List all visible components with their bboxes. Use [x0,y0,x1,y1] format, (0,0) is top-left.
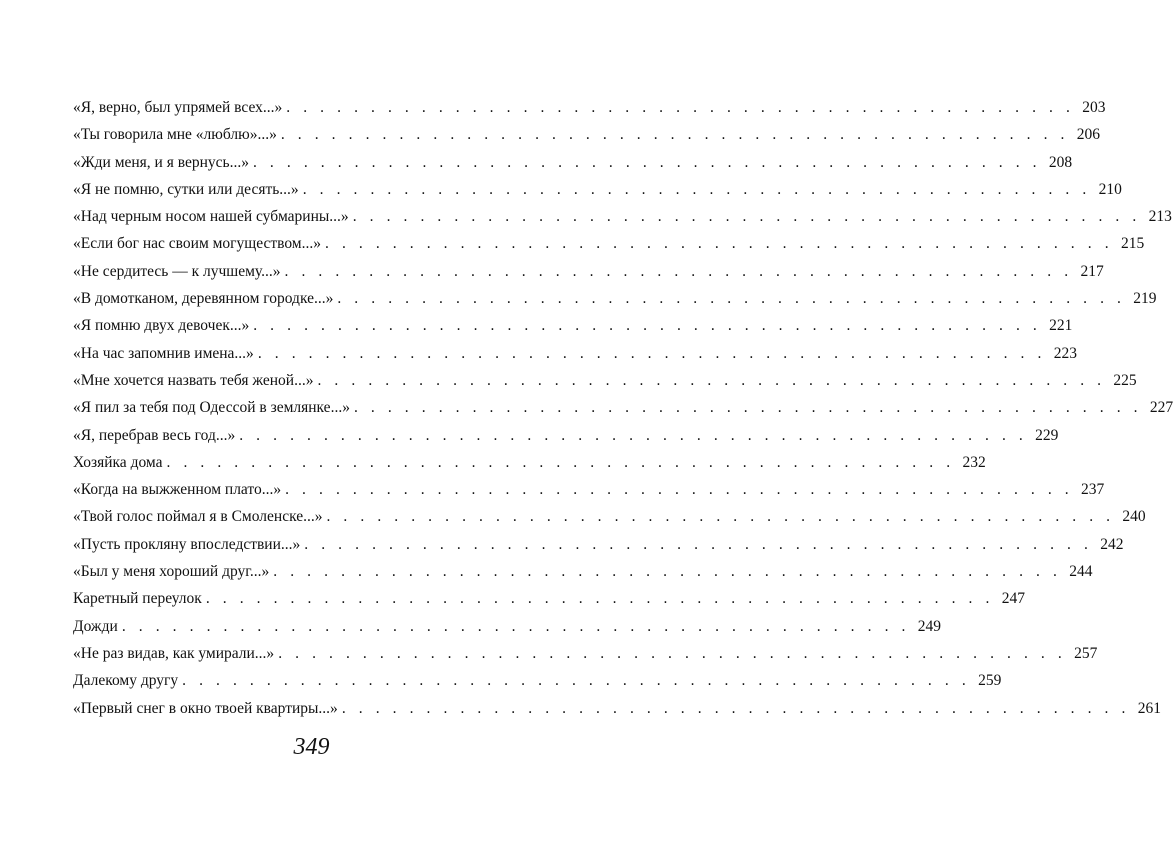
dot-leader: . . . . . . . . . . . . . . . . . . . . . . . . . . . . . . . . . . . . . . . . . . . . . . . [317,371,1106,389]
toc-entry-title: «Не сердитесь — к лучшему...» [73,262,281,280]
toc-entry-page: 229 [1035,426,1059,444]
toc-entry [73,695,1161,722]
toc-entry [73,449,986,476]
toc-entry [73,476,1105,503]
page-number: 349 [293,734,330,760]
dot-leader: . . . . . . . . . . . . . . . . . . . . . . . . . . . . . . . . . . . . . . . . . . . . . . . [253,317,1042,335]
dot-leader: . . . . . . . . . . . . . . . . . . . . . . . . . . . . . . . . . . . . . . . . . . . . . . . [285,481,1074,499]
toc-entry-page: 244 [1069,563,1093,581]
dot-leader: . . . . . . . . . . . . . . . . . . . . . . . . . . . . . . . . . . . . . . . . . . . . . . . [121,617,911,635]
dot-leader: . . . . . . . . . . . . . . . . . . . . . . . . . . . . . . . . . . . . . . . . . . . . . . . [278,644,1067,662]
toc-entry-page: 219 [1133,290,1157,308]
toc-entry-title: «Я помню двух девочек...» [73,317,250,335]
dot-leader: . . . . . . . . . . . . . . . . . . . . . . . . . . . . . . . . . . . . . . . . . . . . . . . [304,535,1093,553]
toc-entry-title: «Жди меня, и я вернусь...» [73,153,249,171]
toc-entry [73,340,1077,367]
toc-entry-page: 203 [1082,99,1106,116]
toc-entry-title: «Твой голос поймал я в Смоленске...» [73,508,323,526]
toc-entry-title: «Был у меня хороший друг...» [73,563,270,581]
toc-entry-title: «Мне хочется назвать тебя женой...» [73,371,314,389]
toc-entry [73,312,1073,339]
toc-entry-title: Хозяйка дома [73,453,163,471]
dot-leader: . . . . . . . . . . . . . . . . . . . . . . . . . . . . . . . . . . . . . . . . . . . . . . . [257,344,1046,362]
dot-leader: . . . . . . . . . . . . . . . . . . . . . . . . . . . . . . . . . . . . . . . . . . . . . . . [286,99,1075,116]
dot-leader: . . . . . . . . . . . . . . . . . . . . . . . . . . . . . . . . . . . . . . . . . . . . . . . [337,290,1126,308]
dot-leader: . . . . . . . . . . . . . . . . . . . . . . . . . . . . . . . . . . . . . . . . . . . . . . . [325,235,1114,253]
toc-entry [73,422,1059,449]
toc-entry [73,531,1124,558]
toc-entry-title: Каретный переулок [73,590,202,608]
dot-leader: . . . . . . . . . . . . . . . . . . . . . . . . . . . . . . . . . . . . . . . . . . . . . . . [239,426,1028,444]
dot-leader: . . . . . . . . . . . . . . . . . . . . . . . . . . . . . . . . . . . . . . . . . . . . . . . [353,399,1143,417]
toc-entry [73,121,1101,148]
dot-leader: . . . . . . . . . . . . . . . . . . . . . . . . . . . . . . . . . . . . . . . . . . . . . . . [326,508,1115,526]
toc-entry-title: «Я, верно, был упрямей всех...» [73,99,283,116]
toc-entry [73,558,1093,585]
toc-entry-title: Далекому другу [73,672,179,690]
table-of-contents [73,94,1173,722]
toc-entry-page: 210 [1098,180,1122,198]
toc-entry-page: 225 [1113,371,1137,389]
toc-entry-page: 249 [917,617,942,635]
toc-entry [73,94,1106,121]
toc-entry-page: 259 [978,672,1002,690]
toc-entry [73,667,1002,694]
toc-entry-title: «Я, перебрав весь год...» [73,426,236,444]
toc-entry-page: 213 [1148,208,1172,226]
toc-entry-page: 240 [1122,508,1146,526]
dot-leader: . . . . . . . . . . . . . . . . . . . . . . . . . . . . . . . . . . . . . . . . . . . . . . . [302,180,1091,198]
toc-entry [73,230,1145,257]
toc-entry-title: «Если бог нас своим могуществом...» [73,235,321,253]
toc-entry-title: «Над черным носом нашей субмарины...» [73,208,349,226]
toc-entry-page: 215 [1120,235,1145,253]
toc-entry [73,149,1073,176]
toc-entry-title: «Я не помню, сутки или десять...» [73,180,299,198]
toc-entry [73,285,1157,312]
toc-entry-page: 257 [1074,644,1098,662]
toc-entry-page: 217 [1080,262,1104,280]
toc-entry-title: «Не раз видав, как умирали...» [73,644,275,662]
toc-entry-page: 242 [1100,535,1124,553]
toc-entry-title: «Первый снег в окно твоей квартиры...» [73,699,338,717]
toc-entry-page: 232 [962,453,986,471]
toc-entry [73,640,1098,667]
dot-leader: . . . . . . . . . . . . . . . . . . . . . . . . . . . . . . . . . . . . . . . . . . . . . . . [273,563,1062,581]
dot-leader: . . . . . . . . . . . . . . . . . . . . . . . . . . . . . . . . . . . . . . . . . . . . . . . [352,208,1141,226]
toc-entry [73,394,1173,421]
dot-leader: . . . . . . . . . . . . . . . . . . . . . . . . . . . . . . . . . . . . . . . . . . . . . . . [341,699,1130,717]
toc-entry-page: 221 [1049,317,1073,335]
dot-leader: . . . . . . . . . . . . . . . . . . . . . . . . . . . . . . . . . . . . . . . . . . . . . . . [166,453,955,471]
toc-entry-title: «В домотканом, деревянном городке...» [73,290,334,308]
toc-entry [73,613,942,640]
toc-entry-page: 206 [1076,126,1101,144]
toc-entry-page: 223 [1053,344,1077,362]
toc-entry-page: 227 [1149,399,1173,417]
toc-entry-title: «Когда на выжженном плато...» [73,481,282,499]
toc-entry-page: 237 [1081,481,1105,499]
toc-entry [73,176,1122,203]
dot-leader: . . . . . . . . . . . . . . . . . . . . . . . . . . . . . . . . . . . . . . . . . . . . . . . [252,153,1042,171]
toc-entry-title: «На час запомнив имена...» [73,344,254,362]
toc-entry-title: «Ты говорила мне «люблю»...» [73,126,277,144]
toc-entry [73,258,1104,285]
toc-entry [73,203,1172,230]
dot-leader: . . . . . . . . . . . . . . . . . . . . . . . . . . . . . . . . . . . . . . . . . . . . . . . [205,590,994,608]
dot-leader: . . . . . . . . . . . . . . . . . . . . . . . . . . . . . . . . . . . . . . . . . . . . . . . [182,672,971,690]
toc-entry [73,585,1025,612]
dot-leader: . . . . . . . . . . . . . . . . . . . . . . . . . . . . . . . . . . . . . . . . . . . . . . . [280,126,1070,144]
toc-entry-page: 247 [1001,590,1025,608]
toc-entry-page: 208 [1048,153,1073,171]
toc-entry-title: «Я пил за тебя под Одессой в землянке...» [73,399,350,417]
toc-entry-title: Дожди [73,617,118,635]
dot-leader: . . . . . . . . . . . . . . . . . . . . . . . . . . . . . . . . . . . . . . . . . . . . . . . [284,262,1073,280]
toc-entry [73,503,1146,530]
toc-entry-page: 261 [1137,699,1161,717]
toc-entry [73,367,1137,394]
toc-entry-title: «Пусть прокляну впоследствии...» [73,535,301,553]
